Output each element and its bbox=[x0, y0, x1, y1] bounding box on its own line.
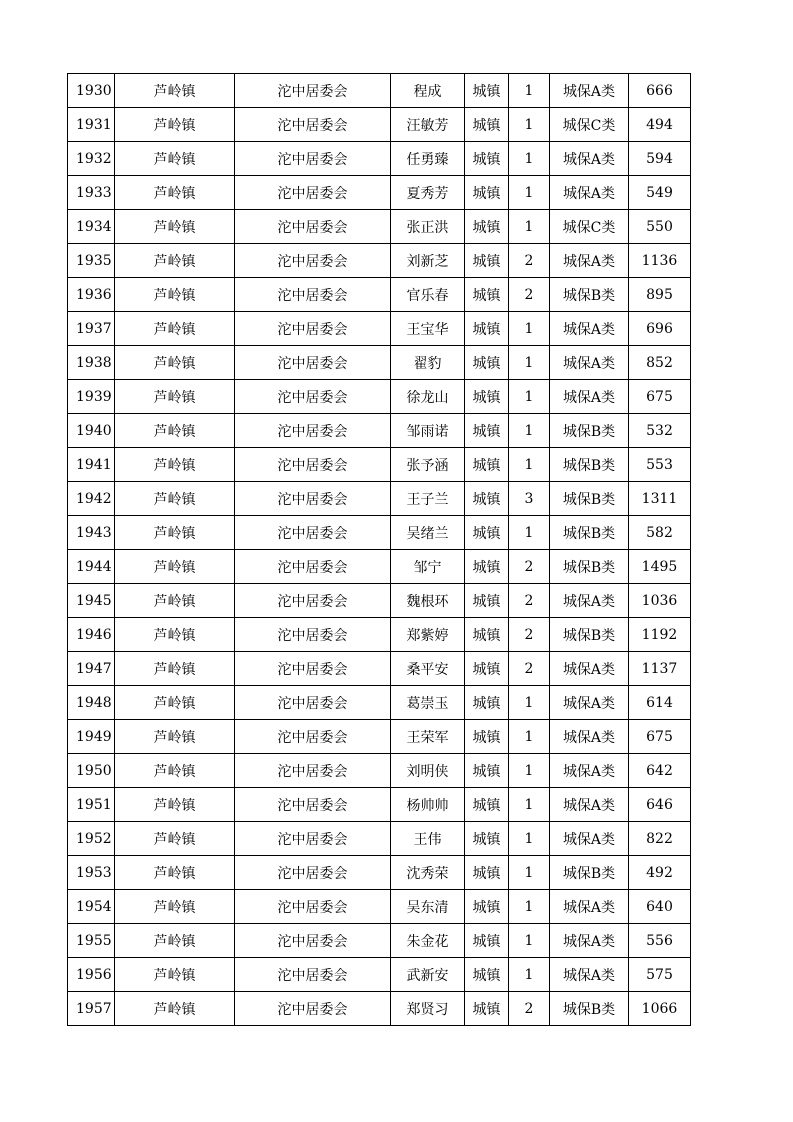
table-row bbox=[68, 312, 691, 346]
category-cell: 城保A类 bbox=[550, 720, 629, 754]
area-type-cell: 城镇 bbox=[465, 278, 509, 312]
household-count-cell: 2 bbox=[509, 550, 550, 584]
table-row bbox=[68, 550, 691, 584]
town-cell: 芦岭镇 bbox=[115, 74, 235, 108]
category-cell: 城保A类 bbox=[550, 142, 629, 176]
town-cell: 芦岭镇 bbox=[115, 822, 235, 856]
household-count-cell: 2 bbox=[509, 278, 550, 312]
town-cell: 芦岭镇 bbox=[115, 176, 235, 210]
category-cell: 城保A类 bbox=[550, 312, 629, 346]
amount-cell: 696 bbox=[629, 312, 691, 346]
committee-cell: 沱中居委会 bbox=[235, 788, 391, 822]
record-number-cell: 1957 bbox=[68, 992, 115, 1026]
record-number-cell: 1947 bbox=[68, 652, 115, 686]
committee-cell: 沱中居委会 bbox=[235, 176, 391, 210]
record-number-cell: 1934 bbox=[68, 210, 115, 244]
category-cell: 城保B类 bbox=[550, 278, 629, 312]
table-row bbox=[68, 652, 691, 686]
table-row bbox=[68, 890, 691, 924]
category-cell: 城保C类 bbox=[550, 108, 629, 142]
committee-cell: 沱中居委会 bbox=[235, 584, 391, 618]
area-type-cell: 城镇 bbox=[465, 74, 509, 108]
person-name-cell: 刘明侠 bbox=[391, 754, 465, 788]
record-number-cell: 1941 bbox=[68, 448, 115, 482]
household-count-cell: 1 bbox=[509, 108, 550, 142]
amount-cell: 492 bbox=[629, 856, 691, 890]
person-name-cell: 翟豹 bbox=[391, 346, 465, 380]
committee-cell: 沱中居委会 bbox=[235, 822, 391, 856]
table-row bbox=[68, 822, 691, 856]
table-row bbox=[68, 346, 691, 380]
amount-cell: 640 bbox=[629, 890, 691, 924]
town-cell: 芦岭镇 bbox=[115, 142, 235, 176]
amount-cell: 550 bbox=[629, 210, 691, 244]
area-type-cell: 城镇 bbox=[465, 142, 509, 176]
category-cell: 城保A类 bbox=[550, 822, 629, 856]
committee-cell: 沱中居委会 bbox=[235, 516, 391, 550]
record-number-cell: 1938 bbox=[68, 346, 115, 380]
person-name-cell: 刘新芝 bbox=[391, 244, 465, 278]
table-row bbox=[68, 856, 691, 890]
household-count-cell: 1 bbox=[509, 788, 550, 822]
table-row bbox=[68, 720, 691, 754]
amount-cell: 582 bbox=[629, 516, 691, 550]
committee-cell: 沱中居委会 bbox=[235, 210, 391, 244]
household-count-cell: 1 bbox=[509, 754, 550, 788]
amount-cell: 1136 bbox=[629, 244, 691, 278]
committee-cell: 沱中居委会 bbox=[235, 856, 391, 890]
amount-cell: 642 bbox=[629, 754, 691, 788]
town-cell: 芦岭镇 bbox=[115, 108, 235, 142]
town-cell: 芦岭镇 bbox=[115, 992, 235, 1026]
record-number-cell: 1949 bbox=[68, 720, 115, 754]
amount-cell: 549 bbox=[629, 176, 691, 210]
person-name-cell: 王荣军 bbox=[391, 720, 465, 754]
committee-cell: 沱中居委会 bbox=[235, 958, 391, 992]
record-number-cell: 1944 bbox=[68, 550, 115, 584]
household-count-cell: 2 bbox=[509, 652, 550, 686]
table-row bbox=[68, 380, 691, 414]
person-name-cell: 官乐春 bbox=[391, 278, 465, 312]
area-type-cell: 城镇 bbox=[465, 992, 509, 1026]
committee-cell: 沱中居委会 bbox=[235, 448, 391, 482]
committee-cell: 沱中居委会 bbox=[235, 652, 391, 686]
record-number-cell: 1956 bbox=[68, 958, 115, 992]
category-cell: 城保B类 bbox=[550, 516, 629, 550]
record-number-cell: 1950 bbox=[68, 754, 115, 788]
person-name-cell: 邹宁 bbox=[391, 550, 465, 584]
person-name-cell: 夏秀芳 bbox=[391, 176, 465, 210]
household-count-cell: 1 bbox=[509, 210, 550, 244]
record-number-cell: 1945 bbox=[68, 584, 115, 618]
household-count-cell: 3 bbox=[509, 482, 550, 516]
category-cell: 城保A类 bbox=[550, 74, 629, 108]
committee-cell: 沱中居委会 bbox=[235, 686, 391, 720]
committee-cell: 沱中居委会 bbox=[235, 346, 391, 380]
category-cell: 城保A类 bbox=[550, 924, 629, 958]
record-number-cell: 1939 bbox=[68, 380, 115, 414]
area-type-cell: 城镇 bbox=[465, 924, 509, 958]
category-cell: 城保B类 bbox=[550, 414, 629, 448]
record-number-cell: 1943 bbox=[68, 516, 115, 550]
table-row bbox=[68, 516, 691, 550]
area-type-cell: 城镇 bbox=[465, 652, 509, 686]
amount-cell: 1066 bbox=[629, 992, 691, 1026]
area-type-cell: 城镇 bbox=[465, 958, 509, 992]
committee-cell: 沱中居委会 bbox=[235, 142, 391, 176]
amount-cell: 575 bbox=[629, 958, 691, 992]
household-count-cell: 2 bbox=[509, 992, 550, 1026]
household-count-cell: 1 bbox=[509, 822, 550, 856]
category-cell: 城保A类 bbox=[550, 244, 629, 278]
record-number-cell: 1955 bbox=[68, 924, 115, 958]
area-type-cell: 城镇 bbox=[465, 720, 509, 754]
table-row bbox=[68, 142, 691, 176]
category-cell: 城保B类 bbox=[550, 482, 629, 516]
household-count-cell: 2 bbox=[509, 244, 550, 278]
category-cell: 城保B类 bbox=[550, 550, 629, 584]
table-row bbox=[68, 414, 691, 448]
amount-cell: 852 bbox=[629, 346, 691, 380]
category-cell: 城保A类 bbox=[550, 686, 629, 720]
record-number-cell: 1953 bbox=[68, 856, 115, 890]
person-name-cell: 吴绪兰 bbox=[391, 516, 465, 550]
town-cell: 芦岭镇 bbox=[115, 448, 235, 482]
record-number-cell: 1951 bbox=[68, 788, 115, 822]
town-cell: 芦岭镇 bbox=[115, 312, 235, 346]
household-count-cell: 1 bbox=[509, 142, 550, 176]
town-cell: 芦岭镇 bbox=[115, 346, 235, 380]
area-type-cell: 城镇 bbox=[465, 414, 509, 448]
town-cell: 芦岭镇 bbox=[115, 754, 235, 788]
household-count-cell: 1 bbox=[509, 448, 550, 482]
category-cell: 城保A类 bbox=[550, 176, 629, 210]
town-cell: 芦岭镇 bbox=[115, 516, 235, 550]
person-name-cell: 杨帅帅 bbox=[391, 788, 465, 822]
record-number-cell: 1933 bbox=[68, 176, 115, 210]
committee-cell: 沱中居委会 bbox=[235, 720, 391, 754]
household-count-cell: 1 bbox=[509, 380, 550, 414]
town-cell: 芦岭镇 bbox=[115, 482, 235, 516]
category-cell: 城保B类 bbox=[550, 856, 629, 890]
category-cell: 城保A类 bbox=[550, 652, 629, 686]
amount-cell: 532 bbox=[629, 414, 691, 448]
town-cell: 芦岭镇 bbox=[115, 890, 235, 924]
town-cell: 芦岭镇 bbox=[115, 652, 235, 686]
amount-cell: 494 bbox=[629, 108, 691, 142]
amount-cell: 675 bbox=[629, 380, 691, 414]
committee-cell: 沱中居委会 bbox=[235, 890, 391, 924]
area-type-cell: 城镇 bbox=[465, 482, 509, 516]
record-number-cell: 1954 bbox=[68, 890, 115, 924]
household-count-cell: 1 bbox=[509, 958, 550, 992]
household-count-cell: 1 bbox=[509, 176, 550, 210]
table-row bbox=[68, 108, 691, 142]
table-body bbox=[68, 74, 691, 1026]
household-count-cell: 1 bbox=[509, 924, 550, 958]
record-number-cell: 1930 bbox=[68, 74, 115, 108]
household-count-cell: 1 bbox=[509, 890, 550, 924]
table-row bbox=[68, 618, 691, 652]
area-type-cell: 城镇 bbox=[465, 346, 509, 380]
household-count-cell: 1 bbox=[509, 346, 550, 380]
amount-cell: 556 bbox=[629, 924, 691, 958]
category-cell: 城保A类 bbox=[550, 346, 629, 380]
committee-cell: 沱中居委会 bbox=[235, 380, 391, 414]
table-row bbox=[68, 210, 691, 244]
household-count-cell: 1 bbox=[509, 686, 550, 720]
category-cell: 城保C类 bbox=[550, 210, 629, 244]
town-cell: 芦岭镇 bbox=[115, 686, 235, 720]
person-name-cell: 魏根环 bbox=[391, 584, 465, 618]
category-cell: 城保A类 bbox=[550, 754, 629, 788]
record-number-cell: 1948 bbox=[68, 686, 115, 720]
person-name-cell: 程成 bbox=[391, 74, 465, 108]
area-type-cell: 城镇 bbox=[465, 890, 509, 924]
table-row bbox=[68, 992, 691, 1026]
category-cell: 城保A类 bbox=[550, 584, 629, 618]
town-cell: 芦岭镇 bbox=[115, 924, 235, 958]
record-number-cell: 1937 bbox=[68, 312, 115, 346]
amount-cell: 1036 bbox=[629, 584, 691, 618]
record-number-cell: 1931 bbox=[68, 108, 115, 142]
table-row bbox=[68, 74, 691, 108]
amount-cell: 675 bbox=[629, 720, 691, 754]
area-type-cell: 城镇 bbox=[465, 822, 509, 856]
record-number-cell: 1952 bbox=[68, 822, 115, 856]
table-row bbox=[68, 788, 691, 822]
amount-cell: 646 bbox=[629, 788, 691, 822]
person-name-cell: 王伟 bbox=[391, 822, 465, 856]
category-cell: 城保A类 bbox=[550, 958, 629, 992]
committee-cell: 沱中居委会 bbox=[235, 414, 391, 448]
category-cell: 城保A类 bbox=[550, 788, 629, 822]
area-type-cell: 城镇 bbox=[465, 788, 509, 822]
town-cell: 芦岭镇 bbox=[115, 856, 235, 890]
committee-cell: 沱中居委会 bbox=[235, 924, 391, 958]
person-name-cell: 吴东清 bbox=[391, 890, 465, 924]
household-count-cell: 1 bbox=[509, 720, 550, 754]
committee-cell: 沱中居委会 bbox=[235, 244, 391, 278]
table-row bbox=[68, 244, 691, 278]
category-cell: 城保B类 bbox=[550, 448, 629, 482]
person-name-cell: 徐龙山 bbox=[391, 380, 465, 414]
table-row bbox=[68, 176, 691, 210]
person-name-cell: 朱金花 bbox=[391, 924, 465, 958]
person-name-cell: 任勇臻 bbox=[391, 142, 465, 176]
amount-cell: 1137 bbox=[629, 652, 691, 686]
town-cell: 芦岭镇 bbox=[115, 380, 235, 414]
person-name-cell: 张正洪 bbox=[391, 210, 465, 244]
category-cell: 城保A类 bbox=[550, 380, 629, 414]
committee-cell: 沱中居委会 bbox=[235, 108, 391, 142]
person-name-cell: 桑平安 bbox=[391, 652, 465, 686]
category-cell: 城保A类 bbox=[550, 890, 629, 924]
table-row bbox=[68, 686, 691, 720]
committee-cell: 沱中居委会 bbox=[235, 992, 391, 1026]
person-name-cell: 葛崇玉 bbox=[391, 686, 465, 720]
committee-cell: 沱中居委会 bbox=[235, 74, 391, 108]
table-row bbox=[68, 278, 691, 312]
area-type-cell: 城镇 bbox=[465, 856, 509, 890]
record-number-cell: 1942 bbox=[68, 482, 115, 516]
town-cell: 芦岭镇 bbox=[115, 584, 235, 618]
person-name-cell: 张予涵 bbox=[391, 448, 465, 482]
person-name-cell: 武新安 bbox=[391, 958, 465, 992]
area-type-cell: 城镇 bbox=[465, 754, 509, 788]
amount-cell: 594 bbox=[629, 142, 691, 176]
household-count-cell: 1 bbox=[509, 74, 550, 108]
town-cell: 芦岭镇 bbox=[115, 720, 235, 754]
area-type-cell: 城镇 bbox=[465, 618, 509, 652]
area-type-cell: 城镇 bbox=[465, 380, 509, 414]
table-row bbox=[68, 482, 691, 516]
household-count-cell: 1 bbox=[509, 414, 550, 448]
committee-cell: 沱中居委会 bbox=[235, 550, 391, 584]
person-name-cell: 郑紫婷 bbox=[391, 618, 465, 652]
person-name-cell: 王宝华 bbox=[391, 312, 465, 346]
record-number-cell: 1936 bbox=[68, 278, 115, 312]
table-row bbox=[68, 754, 691, 788]
committee-cell: 沱中居委会 bbox=[235, 312, 391, 346]
area-type-cell: 城镇 bbox=[465, 176, 509, 210]
amount-cell: 895 bbox=[629, 278, 691, 312]
amount-cell: 666 bbox=[629, 74, 691, 108]
town-cell: 芦岭镇 bbox=[115, 788, 235, 822]
household-count-cell: 1 bbox=[509, 312, 550, 346]
area-type-cell: 城镇 bbox=[465, 516, 509, 550]
record-number-cell: 1932 bbox=[68, 142, 115, 176]
household-count-cell: 2 bbox=[509, 584, 550, 618]
area-type-cell: 城镇 bbox=[465, 584, 509, 618]
table-row bbox=[68, 958, 691, 992]
committee-cell: 沱中居委会 bbox=[235, 618, 391, 652]
amount-cell: 1311 bbox=[629, 482, 691, 516]
amount-cell: 822 bbox=[629, 822, 691, 856]
area-type-cell: 城镇 bbox=[465, 312, 509, 346]
amount-cell: 1192 bbox=[629, 618, 691, 652]
town-cell: 芦岭镇 bbox=[115, 550, 235, 584]
records-table bbox=[67, 73, 691, 1026]
amount-cell: 553 bbox=[629, 448, 691, 482]
record-number-cell: 1940 bbox=[68, 414, 115, 448]
amount-cell: 614 bbox=[629, 686, 691, 720]
committee-cell: 沱中居委会 bbox=[235, 482, 391, 516]
area-type-cell: 城镇 bbox=[465, 686, 509, 720]
category-cell: 城保B类 bbox=[550, 618, 629, 652]
area-type-cell: 城镇 bbox=[465, 448, 509, 482]
committee-cell: 沱中居委会 bbox=[235, 278, 391, 312]
town-cell: 芦岭镇 bbox=[115, 618, 235, 652]
committee-cell: 沱中居委会 bbox=[235, 754, 391, 788]
town-cell: 芦岭镇 bbox=[115, 244, 235, 278]
table-row bbox=[68, 584, 691, 618]
town-cell: 芦岭镇 bbox=[115, 958, 235, 992]
town-cell: 芦岭镇 bbox=[115, 278, 235, 312]
area-type-cell: 城镇 bbox=[465, 244, 509, 278]
person-name-cell: 汪敏芳 bbox=[391, 108, 465, 142]
person-name-cell: 王子兰 bbox=[391, 482, 465, 516]
town-cell: 芦岭镇 bbox=[115, 414, 235, 448]
category-cell: 城保B类 bbox=[550, 992, 629, 1026]
table-row bbox=[68, 448, 691, 482]
household-count-cell: 1 bbox=[509, 516, 550, 550]
person-name-cell: 邹雨诺 bbox=[391, 414, 465, 448]
area-type-cell: 城镇 bbox=[465, 210, 509, 244]
area-type-cell: 城镇 bbox=[465, 550, 509, 584]
town-cell: 芦岭镇 bbox=[115, 210, 235, 244]
household-count-cell: 1 bbox=[509, 856, 550, 890]
person-name-cell: 沈秀荣 bbox=[391, 856, 465, 890]
record-number-cell: 1946 bbox=[68, 618, 115, 652]
household-count-cell: 2 bbox=[509, 618, 550, 652]
record-number-cell: 1935 bbox=[68, 244, 115, 278]
table-row bbox=[68, 924, 691, 958]
area-type-cell: 城镇 bbox=[465, 108, 509, 142]
person-name-cell: 郑贤习 bbox=[391, 992, 465, 1026]
amount-cell: 1495 bbox=[629, 550, 691, 584]
